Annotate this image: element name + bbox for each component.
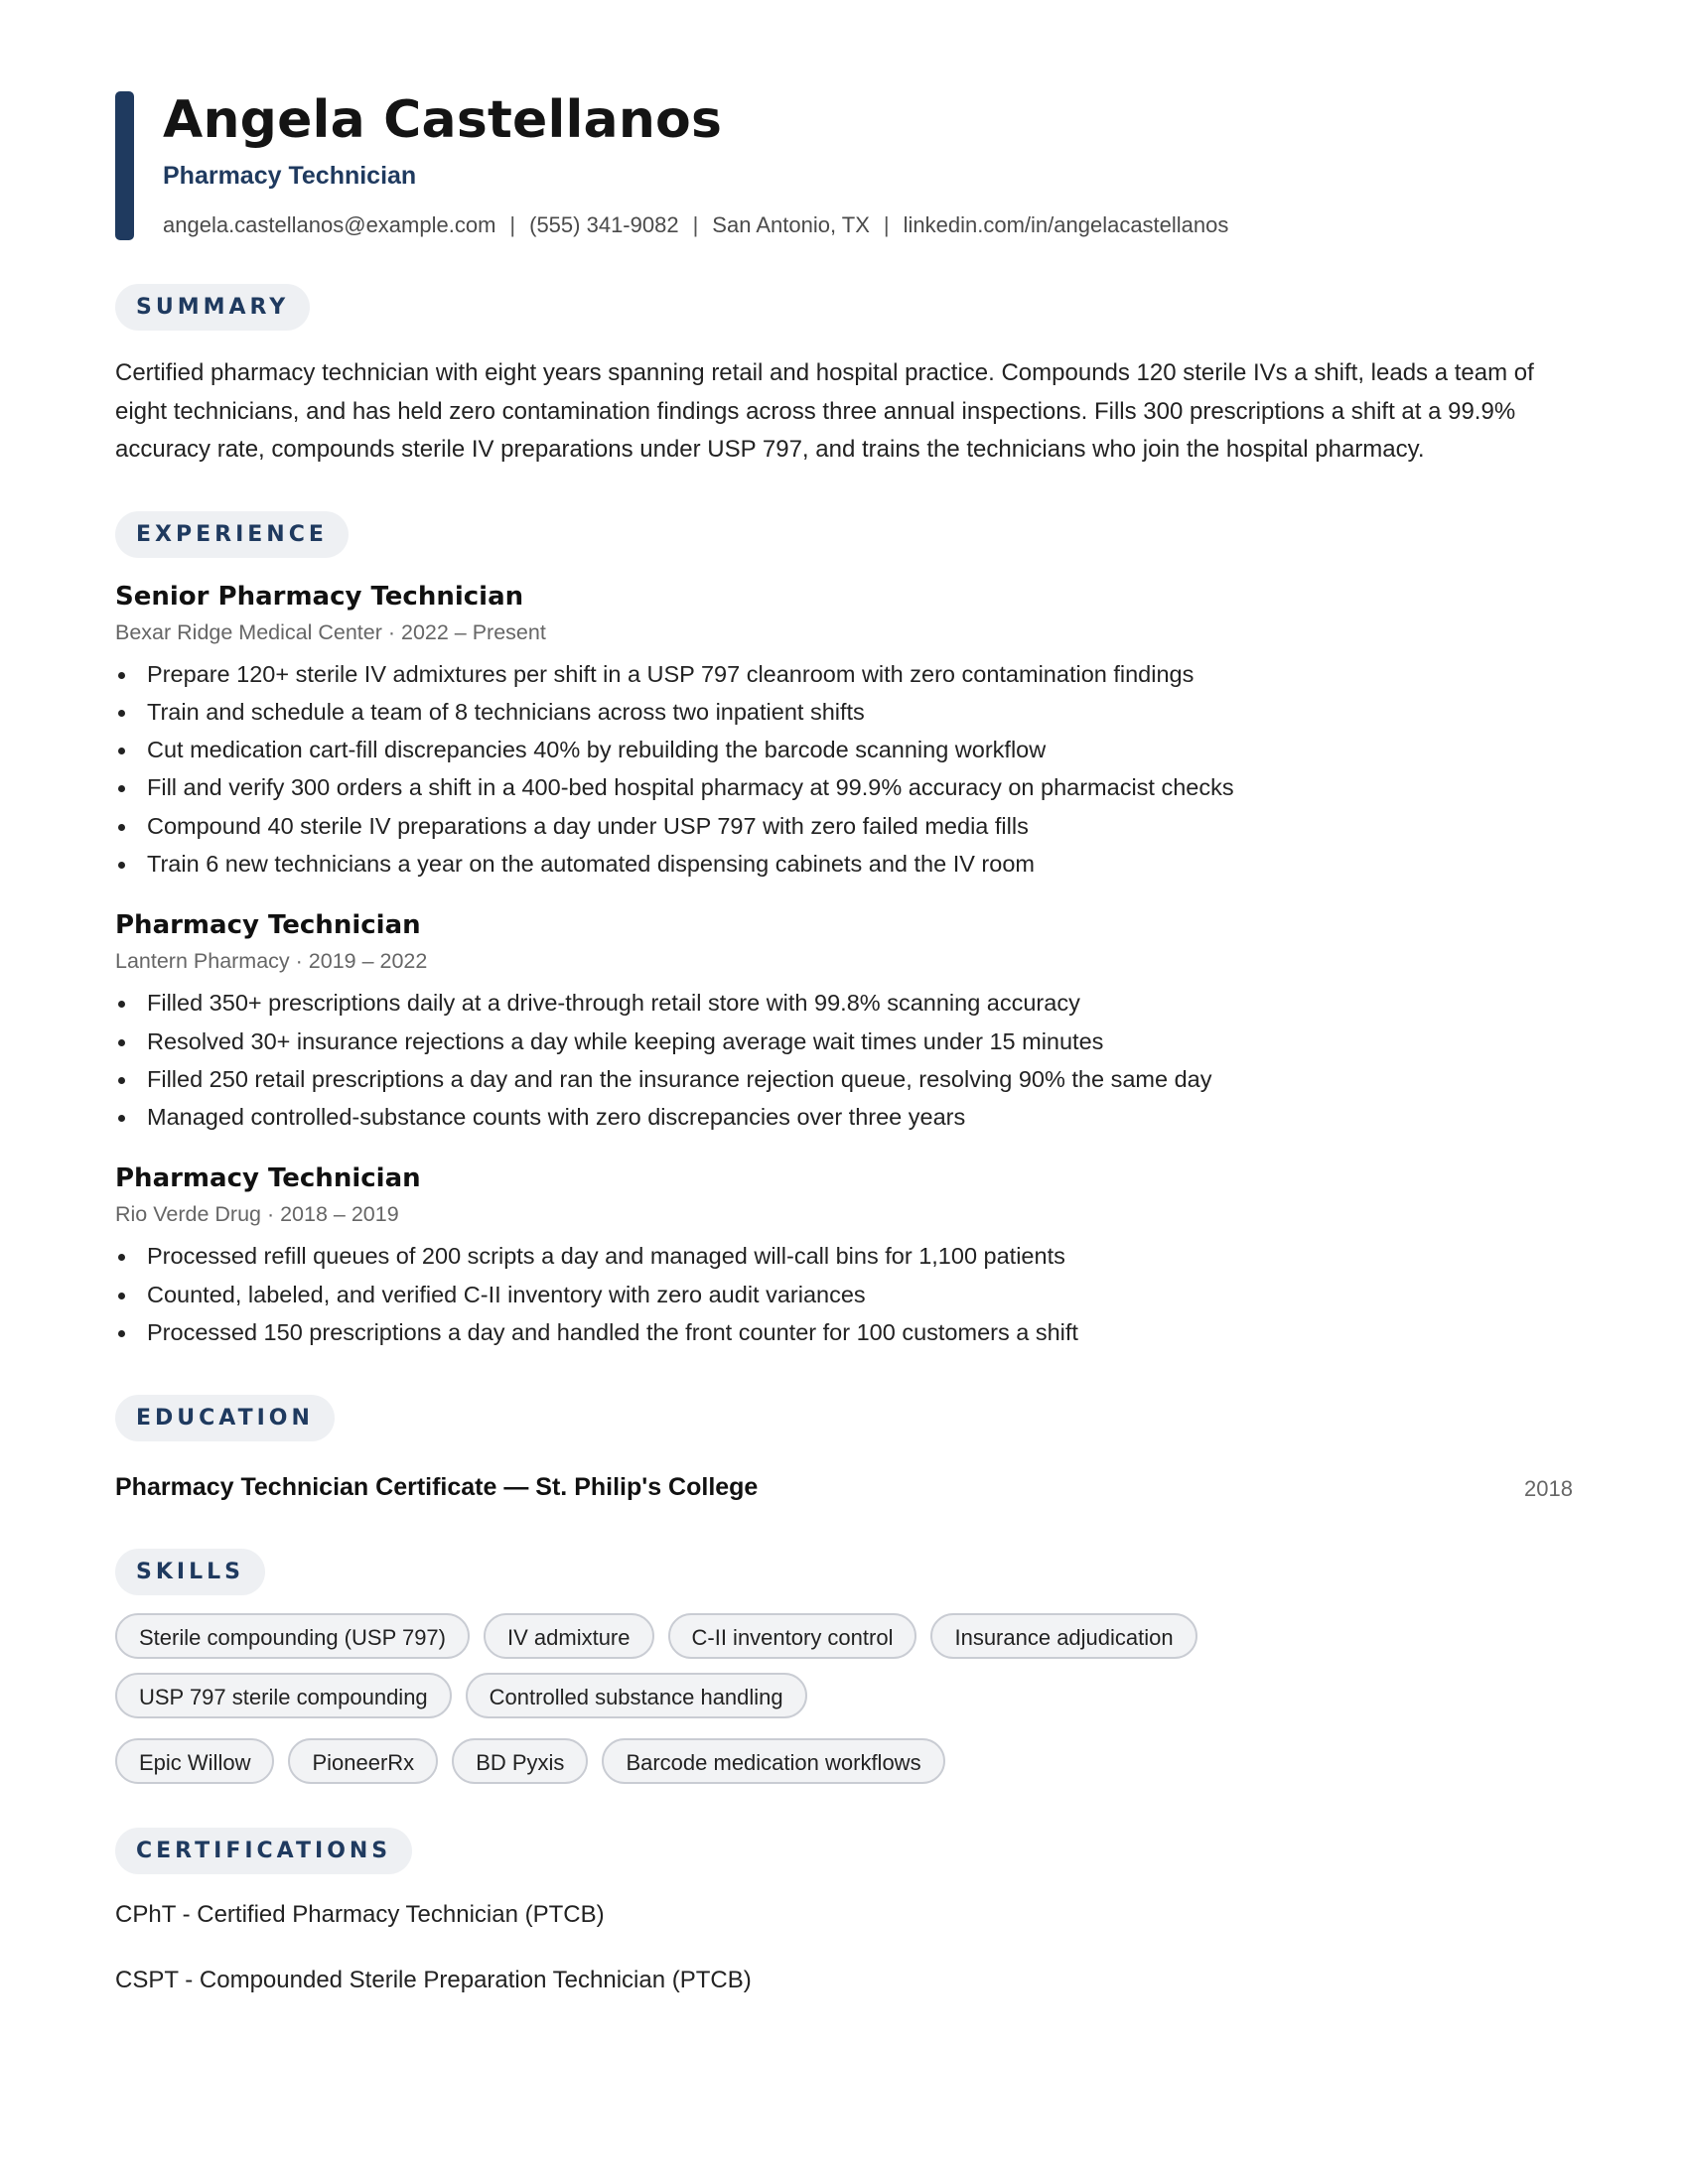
contact-line: [163, 210, 1573, 240]
skills-row: [115, 1613, 1346, 1659]
tool-chip: Barcode medication workflows: [602, 1738, 944, 1784]
job-bullet: Filled 250 retail prescriptions a day and ran the insurance rejection queue, resolving 90% the same day: [115, 1060, 1573, 1098]
skills-row: [115, 1673, 1346, 1718]
job-bullet: Fill and verify 300 orders a shift in a 400-bed hospital pharmacy at 99.9% accuracy on pharmacist checks: [115, 768, 1573, 806]
job-entry: [115, 1161, 1573, 1351]
job-entry: [115, 908, 1573, 1136]
section-heading-certifications: CERTIFICATIONS: [115, 1828, 412, 1874]
tools-row: [115, 1738, 1346, 1784]
job-bullet: Compound 40 sterile IV preparations a day under USP 797 with zero failed media fills: [115, 807, 1573, 845]
contact-linkedin: linkedin.com/in/angelacastellanos: [903, 212, 1229, 237]
job-bullet: Cut medication cart-fill discrepancies 40% by rebuilding the barcode scanning workflow: [115, 731, 1573, 768]
certifications-section: [115, 1828, 1573, 1997]
job-bullet: Train 6 new technicians a year on the automated dispensing cabinets and the IV room: [115, 845, 1573, 883]
job-bullet: Filled 350+ prescriptions daily at a drive-through retail store with 99.8% scanning accuracy: [115, 984, 1573, 1022]
skill-chip: IV admixture: [484, 1613, 654, 1659]
job-bullet: Processed refill queues of 200 scripts a day and managed will-call bins for 1,100 patients: [115, 1237, 1573, 1275]
certification-item: CSPT - Compounded Sterile Preparation Technician (PTCB): [115, 1967, 752, 1994]
education-section: [115, 1395, 1573, 1505]
education-year: 2018: [1524, 1476, 1573, 1502]
contact-separator: |: [692, 212, 699, 237]
job-meta: Lantern Pharmacy · 2019 – 2022: [115, 949, 428, 974]
job-bullet: Train and schedule a team of 8 technicians across two inpatient shifts: [115, 693, 1573, 731]
summary-section: [115, 284, 1573, 470]
job-meta: Rio Verde Drug · 2018 – 2019: [115, 1202, 399, 1227]
skills-section: [115, 1549, 1573, 1784]
candidate-role: Pharmacy Technician: [163, 162, 417, 190]
skill-chip: Insurance adjudication: [930, 1613, 1196, 1659]
certification-item: CPhT - Certified Pharmacy Technician (PTCB): [115, 1901, 605, 1929]
experience-section: [115, 511, 1573, 1352]
resume-page: [115, 0, 1573, 1997]
skill-chip: C-II inventory control: [668, 1613, 917, 1659]
education-entry: [115, 1469, 1573, 1505]
candidate-name: Angela Castellanos: [163, 90, 723, 150]
summary-text: Certified pharmacy technician with eight years spanning retail and hospital practice. Compounds 120 sterile IVs a shift, leads a team of eight technicians, and has held zero contamination findings across three annual inspections. Fills 300 prescriptions a shift at a 99.9% accuracy rate, compounds sterile IV preparations under USP 797, and trains the technicians who join the hospital pharmacy.: [115, 359, 1534, 463]
tool-chip: BD Pyxis: [452, 1738, 588, 1784]
job-title: Senior Pharmacy Technician: [115, 581, 524, 612]
job-title: Pharmacy Technician: [115, 1163, 421, 1194]
contact-email: angela.castellanos@example.com: [163, 212, 496, 237]
job-bullet: Resolved 30+ insurance rejections a day while keeping average wait times under 15 minutes: [115, 1023, 1573, 1060]
section-heading-skills: SKILLS: [115, 1549, 265, 1595]
contact-separator: |: [509, 212, 516, 237]
section-heading-summary: SUMMARY: [115, 284, 310, 331]
job-bullet: Managed controlled-substance counts with zero discrepancies over three years: [115, 1098, 1573, 1136]
tool-chip: PioneerRx: [288, 1738, 438, 1784]
section-heading-experience: EXPERIENCE: [115, 511, 349, 558]
accent-bar: [115, 91, 134, 240]
job-entry: [115, 580, 1573, 884]
job-bullet: Processed 150 prescriptions a day and handled the front counter for 100 customers a shift: [115, 1313, 1573, 1351]
job-title: Pharmacy Technician: [115, 910, 421, 941]
job-bullets: [115, 655, 1573, 884]
section-heading-education: EDUCATION: [115, 1395, 335, 1441]
resume-header: [115, 91, 1573, 240]
skill-chip: USP 797 sterile compounding: [115, 1673, 452, 1718]
contact-location: San Antonio, TX: [712, 212, 870, 237]
job-bullet: Counted, labeled, and verified C-II inventory with zero audit variances: [115, 1276, 1573, 1313]
contact-phone: (555) 341-9082: [529, 212, 679, 237]
job-bullets: [115, 1237, 1573, 1351]
skill-chip: Sterile compounding (USP 797): [115, 1613, 470, 1659]
skill-chip: Controlled substance handling: [466, 1673, 807, 1718]
job-bullets: [115, 984, 1573, 1136]
education-degree: Pharmacy Technician Certificate — St. Philip's College: [115, 1473, 759, 1502]
contact-separator: |: [883, 212, 890, 237]
job-meta: Bexar Ridge Medical Center · 2022 – Present: [115, 619, 546, 644]
job-bullet: Prepare 120+ sterile IV admixtures per shift in a USP 797 cleanroom with zero contamination findings: [115, 655, 1573, 693]
tool-chip: Epic Willow: [115, 1738, 274, 1784]
